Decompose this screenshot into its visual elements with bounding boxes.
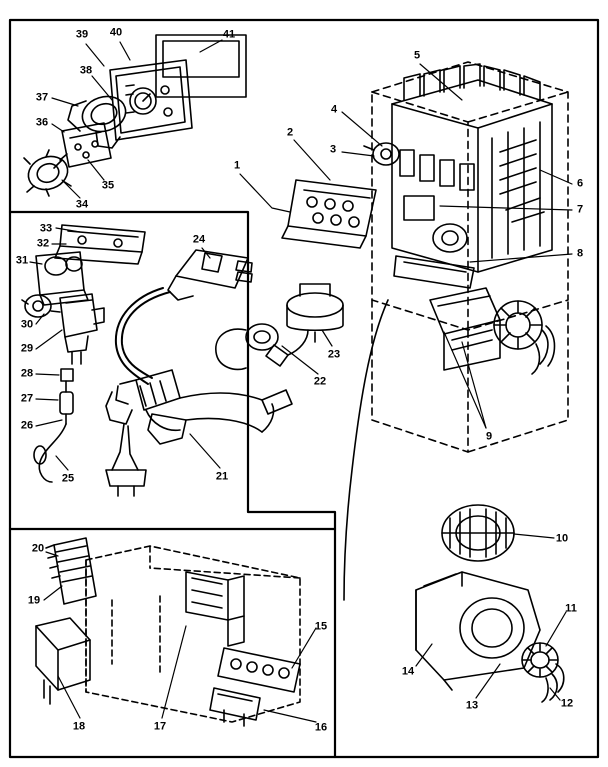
callout-26: 26: [20, 419, 34, 432]
callout-17: 17: [153, 720, 167, 733]
callout-20: 20: [31, 542, 45, 555]
callout-2: 2: [286, 126, 294, 139]
callout-16: 16: [314, 721, 328, 734]
callout-36: 36: [35, 116, 49, 129]
callout-27: 27: [20, 392, 34, 405]
callout-19: 19: [27, 594, 41, 607]
callout-23: 23: [327, 348, 341, 361]
callout-5: 5: [413, 49, 421, 62]
callout-22: 22: [313, 375, 327, 388]
callout-9: 9: [485, 430, 493, 443]
callout-37: 37: [35, 91, 49, 104]
callout-39: 39: [75, 28, 89, 41]
callout-32: 32: [36, 237, 50, 250]
callout-13: 13: [465, 699, 479, 712]
callout-8: 8: [576, 247, 584, 260]
callout-24: 24: [192, 233, 206, 246]
callout-15: 15: [314, 620, 328, 633]
callout-14: 14: [401, 665, 415, 678]
callout-21: 21: [215, 470, 229, 483]
callout-28: 28: [20, 367, 34, 380]
callout-18: 18: [72, 720, 86, 733]
callout-34: 34: [75, 198, 89, 211]
callout-30: 30: [20, 318, 34, 331]
callout-7: 7: [576, 203, 584, 216]
callout-6: 6: [576, 177, 584, 190]
callout-35: 35: [101, 179, 115, 192]
callout-4: 4: [330, 103, 338, 116]
callout-40: 40: [109, 26, 123, 39]
callout-41: 41: [222, 28, 236, 41]
callout-29: 29: [20, 342, 34, 355]
callout-25: 25: [61, 472, 75, 485]
callout-10: 10: [555, 532, 569, 545]
callout-12: 12: [560, 697, 574, 710]
callout-1: 1: [233, 159, 241, 172]
callout-38: 38: [79, 64, 93, 77]
callout-31: 31: [15, 254, 29, 267]
callout-33: 33: [39, 222, 53, 235]
callout-3: 3: [329, 143, 337, 156]
callout-11: 11: [565, 602, 577, 615]
